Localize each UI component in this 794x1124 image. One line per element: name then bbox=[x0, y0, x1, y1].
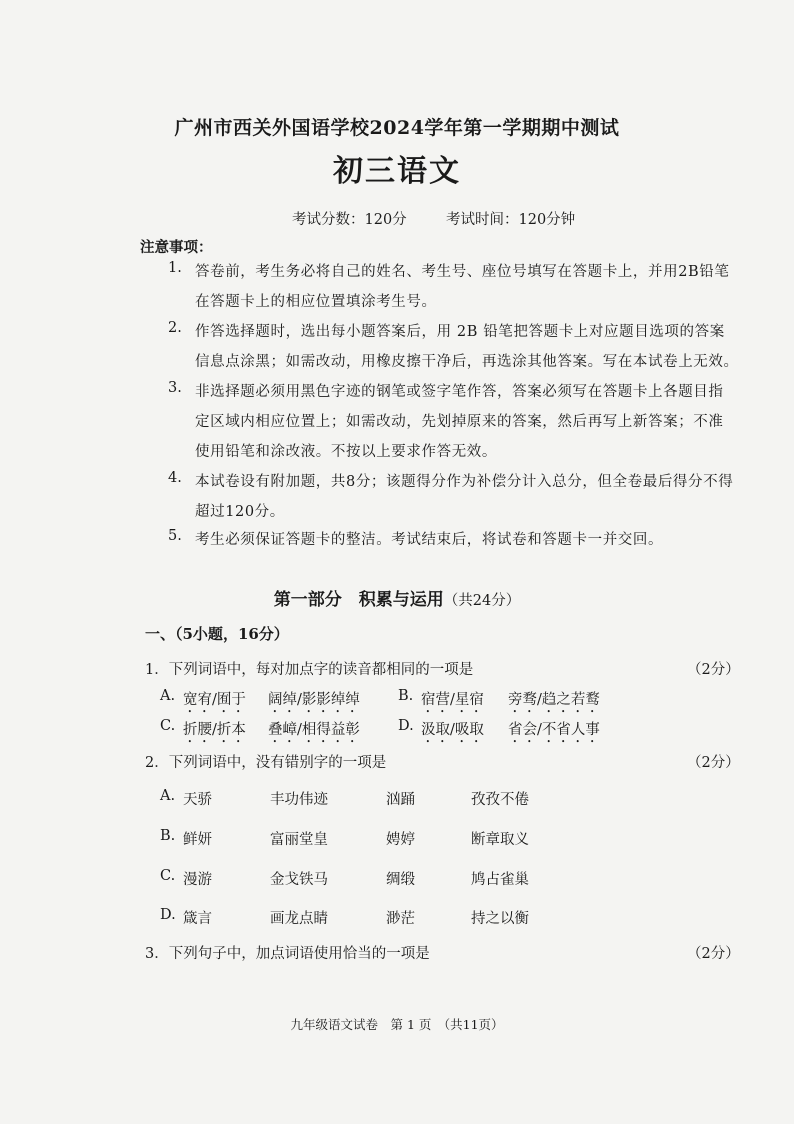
part-heading bbox=[0, 585, 794, 610]
notice-item-line: 在答题卡上的相应位置填涂考生号。 bbox=[195, 294, 437, 310]
notice-item-line: 本试卷设有附加题，共8分；该题得分作为补偿分计入总分，但全卷最后得分不得 bbox=[195, 474, 734, 490]
notice-item-line: 考生必须保证答题卡的整洁。考试结束后，将试卷和答题卡一并交回。 bbox=[195, 532, 664, 548]
question-2-score: （2分） bbox=[687, 755, 740, 771]
option-b-pair-1: 宿营/星宿 bbox=[421, 692, 484, 708]
question-1-stem: 1．下列词语中，每对加点字的读音都相同的一项是 bbox=[145, 662, 474, 678]
option-word: 画龙点睛 bbox=[270, 911, 328, 927]
option-label: A. bbox=[160, 788, 176, 804]
option-word: 天骄 bbox=[183, 792, 212, 808]
notice-item-number: 5. bbox=[168, 528, 182, 544]
part-points: （共24分） bbox=[443, 593, 521, 609]
option-word: 孜孜不倦 bbox=[471, 792, 529, 808]
option-label: C. bbox=[160, 718, 176, 734]
exam-title: 广州市西关外国语学校2024学年第一学期期中测试 bbox=[174, 117, 620, 139]
option-word: 断章取义 bbox=[471, 832, 529, 848]
question-3-score: （2分） bbox=[687, 946, 740, 962]
option-label: D. bbox=[398, 718, 414, 734]
option-c-pair-1: 折腰/折本 bbox=[183, 722, 246, 738]
option-word: 漫游 bbox=[183, 872, 212, 888]
option-label: B. bbox=[398, 688, 414, 704]
option-word: 金戈铁马 bbox=[270, 872, 328, 888]
notice-item-line: 定区域内相应位置上；如需改动，先划掉原来的答案，然后再写上新答案；不准 bbox=[195, 414, 724, 430]
option-label: C. bbox=[160, 868, 176, 884]
question-3-stem: 3．下列句子中，加点词语使用恰当的一项是 bbox=[145, 946, 430, 962]
notice-item-line: 答卷前，考生务必将自己的姓名、考生号、座位号填写在答题卡上，并用2B铅笔 bbox=[195, 264, 730, 280]
option-word: 持之以衡 bbox=[471, 911, 529, 927]
notice-item-number: 4. bbox=[168, 470, 182, 486]
notice-item-line: 非选择题必须用黑色字迹的钢笔或签字笔作答，答案必须写在答题卡上各题目指 bbox=[195, 384, 724, 400]
page-footer: 九年级语文试卷 第 1 页 （共11页） bbox=[290, 1017, 504, 1032]
notice-item-line: 使用铅笔和涂改液。不按以上要求作答无效。 bbox=[195, 444, 497, 460]
option-word: 丰功伟迹 bbox=[270, 792, 328, 808]
notice-item-line: 信息点涂黑；如需改动，用橡皮擦干净后，再选涂其他答案。写在本试卷上无效。 bbox=[195, 354, 739, 370]
option-word: 娉婷 bbox=[386, 832, 415, 848]
option-word: 渺茫 bbox=[386, 911, 415, 927]
question-2-stem: 2．下列词语中，没有错别字的一项是 bbox=[145, 755, 387, 771]
option-word: 鲜妍 bbox=[183, 832, 212, 848]
option-word: 箴言 bbox=[183, 911, 212, 927]
notice-item-line: 作答选择题时，选出每小题答案后，用 2B 铅笔把答题卡上对应题目选项的答案 bbox=[195, 324, 725, 340]
notice-item-number: 1. bbox=[168, 260, 182, 276]
notice-heading: 注意事项： bbox=[140, 239, 213, 256]
question-1-score: （2分） bbox=[687, 662, 740, 678]
notice-item-line: 超过120分。 bbox=[195, 504, 285, 520]
option-a-pair-1: 宽宥/囿于 bbox=[183, 692, 246, 708]
score-total: 考试分数：120分 bbox=[292, 212, 407, 228]
option-c-pair-2: 叠嶂/相得益彰 bbox=[268, 722, 360, 738]
notice-item-number: 2. bbox=[168, 320, 182, 336]
time-total: 考试时间：120分钟 bbox=[446, 212, 576, 228]
part-title: 第一部分 积累与运用 bbox=[273, 590, 444, 610]
exam-subject: 初三语文 bbox=[333, 154, 461, 189]
option-word: 富丽堂皇 bbox=[270, 832, 328, 848]
option-label: D. bbox=[160, 907, 176, 923]
option-d-pair-1: 汲取/吸取 bbox=[421, 722, 484, 738]
option-label: B. bbox=[160, 828, 176, 844]
option-d-pair-2: 省会/不省人事 bbox=[508, 722, 600, 738]
section-heading: 一、（5小题，16分） bbox=[145, 625, 289, 643]
option-a-pair-2: 阔绰/影影绰绰 bbox=[268, 692, 360, 708]
option-label: A. bbox=[160, 688, 176, 704]
notice-item-number: 3. bbox=[168, 380, 182, 396]
option-b-pair-2: 旁骛/趋之若鹜 bbox=[508, 692, 600, 708]
option-word: 鸠占雀巢 bbox=[471, 872, 529, 888]
option-word: 汹踊 bbox=[386, 792, 415, 808]
option-word: 绸缎 bbox=[386, 872, 415, 888]
